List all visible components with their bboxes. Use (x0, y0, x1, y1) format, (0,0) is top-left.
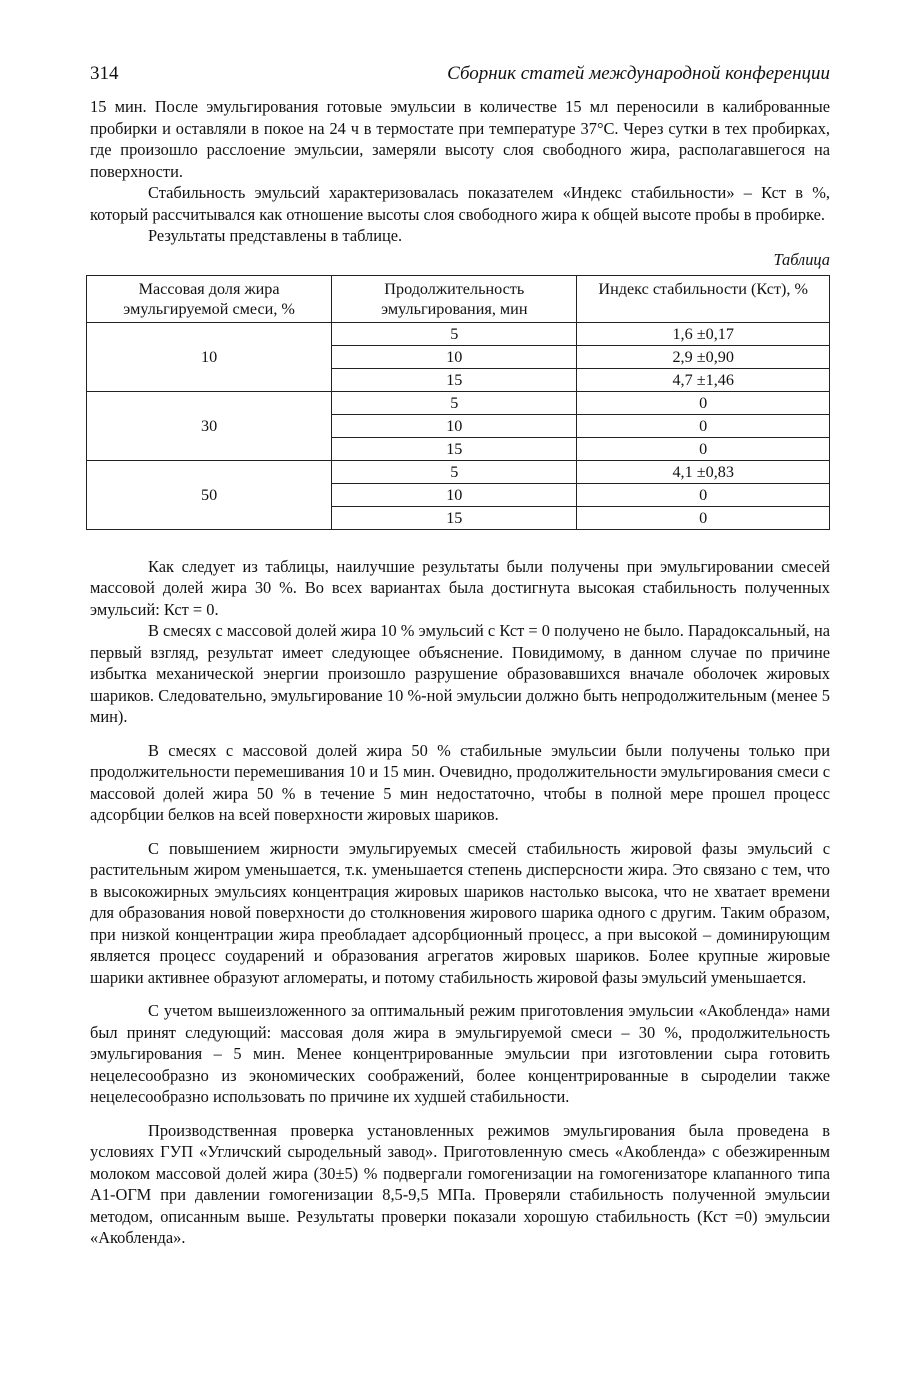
index-cell: 4,1 ±0,83 (577, 460, 830, 483)
results-table (86, 275, 830, 530)
paragraph: 15 мин. После эмульгирования готовые эмульсии в количестве 15 мл переносили в калиброванные пробирки и оставляли в покое на 24 ч в термостате при температуре 37°С. Через сутки в тех пробирках, где произошло расслоение эмульсии, замеряли высоту слоя свободного жира, располагавшегося на поверхности. (90, 97, 830, 181)
table-header-row (87, 275, 830, 322)
index-cell: 0 (577, 483, 830, 506)
paragraph: В смесях с массовой долей жира 50 % стабильные эмульсии были получены только при продолжительности перемешивания 10 и 15 мин. Очевидно, продолжительности эмульгирования смеси с массовой долей жира 50 % в течение 5 мин недостаточно, чтобы в полной мере прошел процесс адсорбции белков на всей поверхности жировых шариков. (90, 740, 830, 824)
duration-cell: 15 (332, 368, 577, 391)
paragraph: Как следует из таблицы, наилучшие результаты были получены при эмульгировании смесей массовой долей жира 30 %. Во всех вариантах была достигнута высокая стабильность полученных эмульсий: Кст = 0. (90, 556, 830, 619)
table-row (87, 460, 830, 483)
page (90, 62, 830, 1249)
running-title: Сборник статей международной конференции (447, 63, 830, 84)
paragraph: С учетом вышеизложенного за оптимальный режим приготовления эмульсии «Акобленда» нами был принят следующий: массовая доля жира в эмульгируемой смеси – 30 %, продолжительность эмульгирования – 5 мин. Менее концентрированные эмульсии при изготовлении сыра готовить нецелесообразно из экономических соображений, более концентрированные в сыроделии также нецелесообразно использовать по причине их худшей стабильности. (90, 1001, 830, 1106)
duration-cell: 10 (332, 345, 577, 368)
duration-cell: 15 (332, 506, 577, 529)
running-header (90, 62, 830, 86)
fat-cell: 50 (87, 460, 332, 529)
index-cell: 0 (577, 437, 830, 460)
table-caption: Таблица (773, 249, 830, 269)
fat-cell: 10 (87, 322, 332, 391)
index-cell: 0 (577, 506, 830, 529)
paragraph: В смесях с массовой долей жира 10 % эмульсий с Кст = 0 получено не было. Парадоксальный, на первый взгляд, результат имеет следующее объяснение. Повидимому, в данном случае по причине избытка механической энергии произошло разрушение образовавшихся вначале оболочек жировых шариков. Следовательно, эмульгирование 10 %-ной эмульсии должно быть непродолжительным (менее 5 мин). (90, 621, 830, 726)
duration-cell: 10 (332, 414, 577, 437)
table-row (87, 322, 830, 345)
duration-cell: 15 (332, 437, 577, 460)
page-number: 314 (90, 63, 119, 84)
duration-cell: 5 (332, 460, 577, 483)
paragraph: Результаты представлены в таблице. (148, 226, 403, 245)
duration-cell: 5 (332, 391, 577, 414)
duration-cell: 5 (332, 322, 577, 345)
index-cell: 4,7 ±1,46 (577, 368, 830, 391)
paragraph: Стабильность эмульсий характеризовалась показателем «Индекс стабильности» – Кст в %, который рассчитывался как отношение высоты слоя свободного жира к общей высоте пробы в пробирке. (90, 183, 830, 224)
index-cell: 2,9 ±0,90 (577, 345, 830, 368)
table-row (87, 391, 830, 414)
column-header-fat: Массовая доля жира эмульгируемой смеси, % (87, 275, 332, 322)
index-cell: 0 (577, 391, 830, 414)
index-cell: 1,6 ±0,17 (577, 322, 830, 345)
paragraph: Производственная проверка установленных режимов эмульгирования была проведена в условиях ГУП «Угличский сыродельный завод». Приготовленную смесь «Акобленда» с обезжиренным молоком массовой долей жира (30±5) % подвергали гомогенизации на гомогенизаторе клапанного типа А1-ОГМ при давлении гомогенизации 8,5-9,5 МПа. Проверяли стабильность полученной эмульсии методом, описанным выше. Результаты проверки показали хорошую стабильность (Кст =0) эмульсии «Акобленда». (90, 1120, 830, 1247)
column-header-duration: Продолжительность эмульгирования, мин (332, 275, 577, 322)
index-cell: 0 (577, 414, 830, 437)
fat-cell: 30 (87, 391, 332, 460)
column-header-index: Индекс стабильности (Кст), % (577, 275, 830, 322)
paragraph: С повышением жирности эмульгируемых смесей стабильность жировой фазы эмульсий с растительным жиром уменьшается, т.к. уменьшается степень дисперсности жира. Это связано с тем, что в высокожирных эмульсиях концентрация жировых шариков настолько высока, что не хватает времени для образования новой поверхности до столкновения жирового шарика одного с другим. Таким образом, при низкой концентрации жира преобладает адсорбционный процесс, а при высокой – доминирующим является процесс соударений и образования агрегатов жировых шариков. Более крупные жировые шарики активнее образуют агломераты, и потому стабильность жировой фазы эмульсий уменьшается. (90, 838, 830, 987)
duration-cell: 10 (332, 483, 577, 506)
